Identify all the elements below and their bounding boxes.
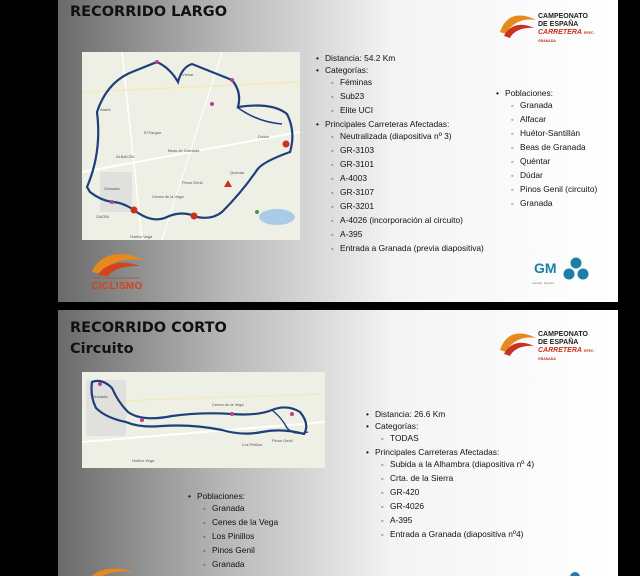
roads-label: • Principales Carreteras Afectadas: (316, 118, 484, 130)
campeonato-logo (498, 10, 608, 42)
road-item: ◦ GR-3201 (316, 200, 484, 214)
road-item: ◦ A-395 (366, 514, 534, 528)
road-item: ◦ GR-4026 (366, 500, 534, 514)
road-item: ◦ A-4003 (316, 172, 484, 186)
brand-line-1: CAMPEONATO (538, 13, 588, 20)
map-label: Huétor Vega (132, 458, 155, 463)
population-item: ◦ Dúdar (496, 169, 597, 183)
route-map-long (82, 52, 300, 240)
road-item: ◦ Neutralizada (diapositiva nº 3) (316, 130, 484, 144)
category-item: ◦ TODAS (366, 432, 534, 446)
brand-line-1: CAMPEONATO (538, 331, 588, 338)
slide-title: RECORRIDO CORTO (70, 320, 227, 336)
road-item: ◦ GR-420 (366, 486, 534, 500)
population-item: ◦ Quéntar (496, 155, 597, 169)
map-label: ZAIDÍN (96, 214, 110, 219)
map-label: Pinos Genil (182, 180, 203, 185)
gm-logo-sub: Granada · Deportes (532, 282, 555, 285)
brand-line-2: DE ESPAÑA (538, 21, 579, 28)
populations-label: • Poblaciones: (496, 87, 597, 99)
road-item: ◦ Crta. de la Sierra (366, 472, 534, 486)
population-item: ◦ Granada (496, 99, 597, 113)
category-item: ◦ Elite UCI (316, 104, 484, 118)
map-label: Víznar (182, 72, 194, 77)
map-label: Beas de Granada (168, 148, 200, 153)
route-details (366, 408, 534, 542)
map-label: Quéntar (230, 170, 245, 175)
populations-label: • Poblaciones: (188, 490, 278, 502)
campeonato-logo (498, 328, 608, 360)
populations-list (496, 87, 597, 211)
map-label: El Fargue (144, 130, 162, 135)
category-item: ◦ Sub23 (316, 90, 484, 104)
road-item: ◦ GR-3103 (316, 144, 484, 158)
slide-recorrido-largo (58, 0, 618, 302)
brand-line-3: CARRETERA RFEC · GRANADA (538, 29, 596, 43)
slide-subtitle: Circuito (70, 341, 134, 357)
map-label: Los Pinillos (242, 442, 263, 447)
population-item: ◦ Beas de Granada (496, 141, 597, 155)
population-item: ◦ Granada (188, 502, 278, 516)
population-item: ◦ Los Pinillos (188, 530, 278, 544)
distance-text: • Distancia: 54.2 Km (316, 52, 484, 64)
population-item: ◦ Granada (188, 558, 278, 572)
map-label: Cenes de la Vega (212, 402, 244, 407)
road-item: ◦ GR-3107 (316, 186, 484, 200)
population-item: ◦ Alfacar (496, 113, 597, 127)
gm-logo-text: GM (534, 260, 557, 276)
map-label: ALBAICÍN (116, 154, 135, 159)
road-item: ◦ Subida a la Alhambra (diapositiva nº 4) (366, 458, 534, 472)
slide-title: RECORRIDO LARGO (70, 4, 228, 20)
route-map-short (82, 372, 325, 468)
populations-list (188, 490, 278, 572)
population-item: ◦ Huétor-Santillán (496, 127, 597, 141)
map-label: Atarfe (100, 107, 111, 112)
categories-label: • Categorías: (366, 420, 534, 432)
category-item: ◦ Féminas (316, 76, 484, 90)
slide-recorrido-corto (58, 310, 618, 576)
map-label: Granada (104, 186, 120, 191)
brand-line-3: CARRETERA RFEC · GRANADA (538, 347, 596, 361)
road-item: ◦ Entrada a Granada (previa diapositiva) (316, 242, 484, 256)
gm-circles-icon (562, 256, 590, 282)
population-item: ◦ Granada (496, 197, 597, 211)
distance-text: • Distancia: 26.6 Km (366, 408, 534, 420)
rfec-swirl-icon (86, 566, 136, 576)
map-label: Cenes de la Vega (152, 194, 184, 199)
campeonato-swirl-icon (498, 328, 538, 358)
categories-label: • Categorías: (316, 64, 484, 76)
road-item: ◦ Entrada a Granada (diapositiva nº4) (366, 528, 534, 542)
rfec-logo (86, 250, 148, 294)
rfec-logo-small: REAL FEDERACIÓN ESPAÑOLA (94, 276, 140, 280)
map-label: Huétor Vega (130, 234, 153, 239)
population-item: ◦ Pinos Genil (188, 544, 278, 558)
roads-label: • Principales Carreteras Afectadas: (366, 446, 534, 458)
road-item: ◦ GR-3101 (316, 158, 484, 172)
road-item: ◦ A-4026 (incorporación al circuito) (316, 214, 484, 228)
brand-line-2: DE ESPAÑA (538, 339, 579, 346)
rfec-logo-text: CICLISMO (91, 281, 143, 292)
map-label: Pinos Genil (272, 438, 293, 443)
map-label: Granada (92, 394, 108, 399)
gm-circles-icon (568, 570, 582, 576)
population-item: ◦ Cenes de la Vega (188, 516, 278, 530)
route-details (316, 52, 484, 256)
map-label: Dúdar (258, 134, 269, 139)
population-item: ◦ Pinos Genil (circuito) (496, 183, 597, 197)
campeonato-swirl-icon (498, 10, 538, 40)
road-item: ◦ A-395 (316, 228, 484, 242)
gm-logo (532, 256, 592, 286)
rfec-swirl-icon (86, 250, 148, 276)
